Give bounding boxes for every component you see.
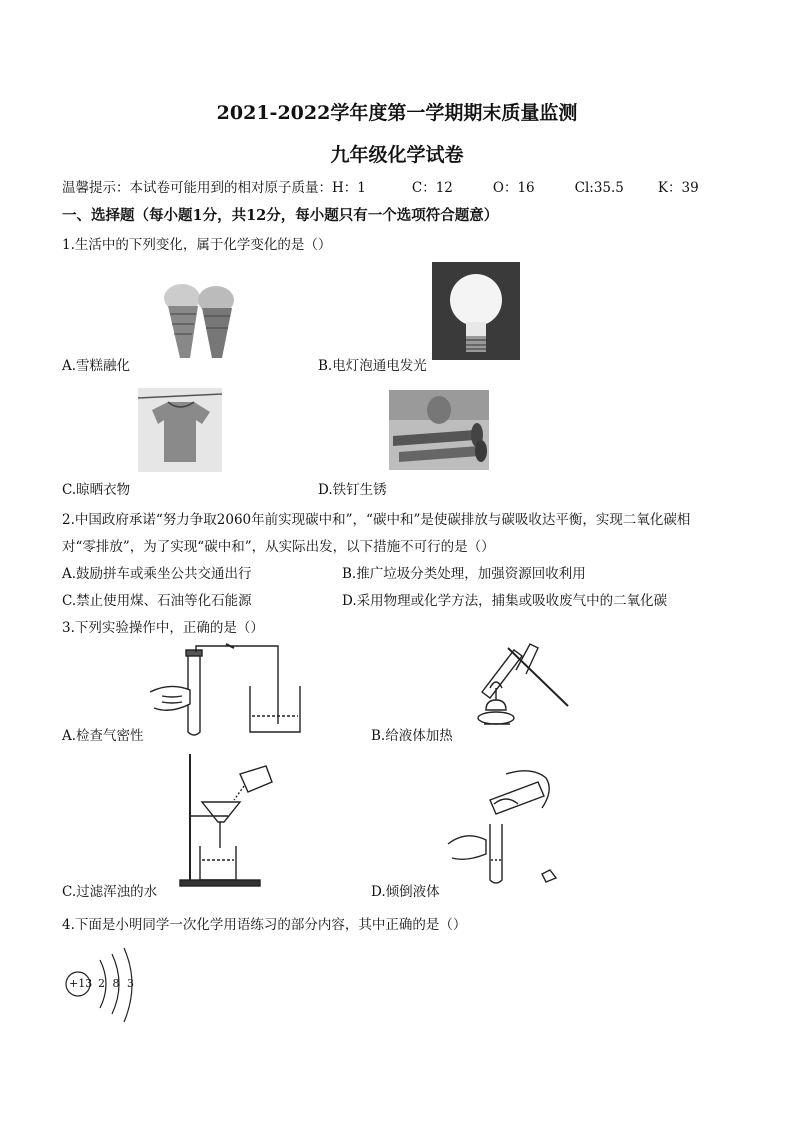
laundry-image [138,388,222,472]
q2-option-a: A.鼓励拼车或乘坐公共交通出行 [62,566,252,582]
exam-subtitle: 九年级化学试卷 [330,144,464,166]
q3-option-b: B.给液体加热 [371,728,453,744]
tip-c: C：12 [411,180,453,196]
q1-option-a: A.雪糕融化 [62,358,131,374]
q2-option-c: C.禁止使用煤、石油等化石能源 [62,593,252,609]
q2-option-d: D.采用物理或化学方法，捕集或吸收废气中的二氧化碳 [342,593,668,609]
q1-option-c: C.晾晒衣物 [62,482,131,498]
light-bulb-image [432,262,520,360]
tip-cl: Cl:35.5 [574,180,624,196]
q3-stem: 3.下列实验操作中，正确的是（） [62,620,264,636]
q2-stem-line1: 2.中国政府承诺“努力争取2060年前实现碳中和”，“碳中和”是使碳排放与碳吸收达平衡，实现二氧化碳相 [62,512,691,528]
exam-title: 2021-2022学年度第一学期期末质量监测 [216,102,578,124]
q1-option-d: D.铁钉生锈 [318,482,387,498]
tip-k: K：39 [657,180,699,196]
q1-stem: 1.生活中的下列变化，属于化学变化的是（） [62,237,332,253]
atom-shells-label: 2 8 3 [98,977,136,990]
q1-option-b: B.电灯泡通电发光 [318,358,427,374]
q3-option-c: C.过滤浑浊的水 [62,884,158,900]
airtightness-check-image [150,642,310,738]
heating-liquid-image [468,640,574,736]
q2-option-b: B.推广垃圾分类处理，加强资源回收利用 [342,566,586,582]
q3-option-a: A.检查气密性 [62,728,144,744]
ice-cream-image [160,266,238,362]
atomic-mass-tip [62,176,699,196]
section-heading: 一、选择题（每小题1分，共12分，每小题只有一个选项符合题意） [62,207,499,224]
tip-h: H：1 [332,180,366,196]
q2-stem-line2: 对“零排放”，为了实现“碳中和”，从实际出发，以下措施不可行的是（） [62,539,495,555]
tip-o: O：16 [492,180,535,196]
atom-nucleus-label: +13 [69,977,93,990]
q4-stem: 4.下面是小明同学一次化学用语练习的部分内容，其中正确的是（） [62,917,467,933]
pouring-liquid-image [446,764,562,888]
filtration-image [176,752,282,888]
q3-option-d: D.倾倒液体 [371,884,440,900]
rusty-nails-image [389,390,489,470]
tip-label: 温馨提示：本试卷可能用到的相对原子质量： [62,180,332,196]
